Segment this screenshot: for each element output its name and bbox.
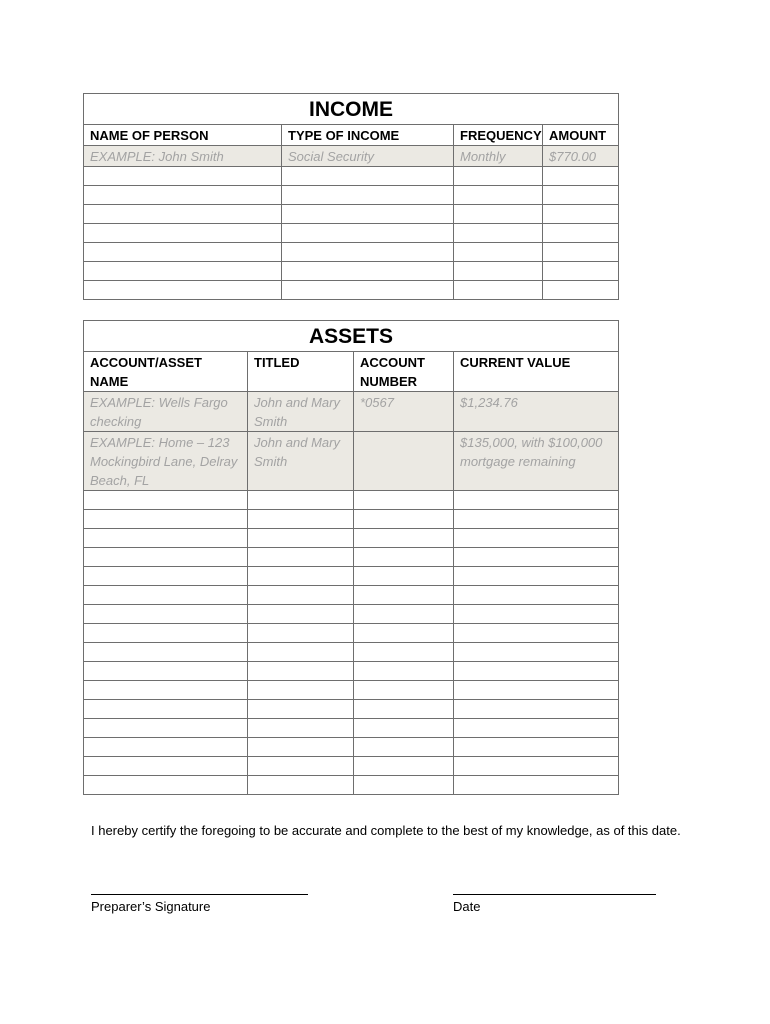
income-empty-cell[interactable] [454,224,543,243]
assets-header-titled: TITLED [248,352,354,392]
income-empty-cell[interactable] [543,262,619,281]
assets-empty-cell[interactable] [454,738,619,757]
assets-empty-cell[interactable] [84,681,248,700]
assets-empty-cell[interactable] [248,757,354,776]
assets-example-account-number [354,432,454,491]
assets-empty-cell[interactable] [248,738,354,757]
assets-empty-cell[interactable] [454,548,619,567]
assets-example-value: $1,234.76 [454,392,619,432]
assets-empty-cell[interactable] [84,700,248,719]
assets-empty-cell[interactable] [84,662,248,681]
income-empty-row [84,224,619,243]
assets-empty-cell[interactable] [354,662,454,681]
assets-empty-cell[interactable] [84,757,248,776]
assets-empty-cell[interactable] [84,548,248,567]
assets-empty-cell[interactable] [248,491,354,510]
assets-empty-row [84,548,619,567]
assets-empty-cell[interactable] [454,757,619,776]
assets-empty-row [84,700,619,719]
assets-empty-cell[interactable] [248,510,354,529]
assets-empty-cell[interactable] [354,776,454,795]
income-empty-cell[interactable] [543,243,619,262]
income-table [83,93,619,300]
income-empty-cell[interactable] [84,243,282,262]
assets-example-name: EXAMPLE: Wells Fargo checking [84,392,248,432]
assets-empty-cell[interactable] [84,643,248,662]
income-header-type: TYPE OF INCOME [282,125,454,146]
assets-empty-cell[interactable] [454,529,619,548]
income-example-amount: $770.00 [543,146,619,167]
income-empty-cell[interactable] [84,186,282,205]
assets-empty-cell[interactable] [454,605,619,624]
assets-empty-rows [84,491,619,795]
signature-label: Preparer’s Signature [91,899,211,914]
income-empty-cell[interactable] [282,262,454,281]
assets-empty-cell[interactable] [248,624,354,643]
assets-empty-cell[interactable] [84,738,248,757]
assets-empty-cell[interactable] [454,624,619,643]
assets-empty-cell[interactable] [84,491,248,510]
assets-empty-cell[interactable] [454,586,619,605]
assets-empty-row [84,643,619,662]
assets-empty-cell[interactable] [248,643,354,662]
assets-empty-cell[interactable] [248,662,354,681]
assets-empty-cell[interactable] [248,605,354,624]
income-empty-cell[interactable] [454,186,543,205]
income-empty-cell[interactable] [454,243,543,262]
income-empty-row [84,205,619,224]
income-empty-cell[interactable] [543,167,619,186]
assets-empty-row [84,681,619,700]
income-empty-cell[interactable] [454,281,543,300]
assets-empty-row [84,567,619,586]
signature-line[interactable] [91,894,308,895]
income-empty-cell[interactable] [543,224,619,243]
assets-empty-row [84,662,619,681]
assets-empty-cell[interactable] [84,624,248,643]
assets-empty-cell[interactable] [248,776,354,795]
assets-title: ASSETS [84,321,619,352]
assets-empty-cell[interactable] [454,681,619,700]
income-empty-cell[interactable] [282,281,454,300]
income-empty-cell[interactable] [84,262,282,281]
income-empty-cell[interactable] [282,205,454,224]
assets-example-name: EXAMPLE: Home – 123 Mockingbird Lane, Delray Beach, FL [84,432,248,491]
assets-empty-cell[interactable] [354,510,454,529]
assets-example-account-number: *0567 [354,392,454,432]
assets-empty-cell[interactable] [248,681,354,700]
income-empty-row [84,243,619,262]
assets-empty-cell[interactable] [84,586,248,605]
assets-empty-cell[interactable] [248,529,354,548]
income-title: INCOME [84,94,619,125]
income-example-row [84,146,619,167]
income-empty-cell[interactable] [543,186,619,205]
assets-empty-cell[interactable] [354,548,454,567]
income-header-amount: AMOUNT [543,125,619,146]
assets-table [83,320,619,795]
assets-example-row-2 [84,432,619,491]
assets-empty-cell[interactable] [248,548,354,567]
income-empty-cell[interactable] [282,243,454,262]
assets-empty-cell[interactable] [454,510,619,529]
income-empty-cell[interactable] [282,167,454,186]
assets-empty-cell[interactable] [354,624,454,643]
assets-empty-cell[interactable] [454,776,619,795]
assets-empty-row [84,529,619,548]
income-empty-cell[interactable] [454,262,543,281]
assets-example-row-1 [84,392,619,432]
assets-empty-cell[interactable] [84,567,248,586]
income-empty-rows [84,167,619,300]
assets-empty-cell[interactable] [454,491,619,510]
assets-empty-cell[interactable] [248,567,354,586]
income-empty-cell[interactable] [84,167,282,186]
assets-example-value: $135,000, with $100,000 mortgage remaining [454,432,619,491]
income-example-frequency: Monthly [454,146,543,167]
date-label: Date [453,899,481,914]
date-line[interactable] [453,894,656,895]
assets-empty-cell[interactable] [354,567,454,586]
assets-empty-cell[interactable] [454,662,619,681]
assets-empty-cell[interactable] [354,700,454,719]
assets-empty-cell[interactable] [354,719,454,738]
assets-example-titled: John and Mary Smith [248,432,354,491]
assets-empty-row [84,738,619,757]
assets-empty-cell[interactable] [248,586,354,605]
income-empty-row [84,167,619,186]
assets-empty-cell[interactable] [248,719,354,738]
income-empty-row [84,281,619,300]
income-header-frequency: FREQUENCY [454,125,543,146]
income-empty-row [84,186,619,205]
assets-empty-cell[interactable] [84,510,248,529]
assets-empty-row [84,757,619,776]
assets-empty-cell[interactable] [354,738,454,757]
assets-empty-cell[interactable] [354,529,454,548]
assets-empty-row [84,586,619,605]
assets-empty-row [84,605,619,624]
assets-empty-row [84,624,619,643]
assets-empty-cell[interactable] [454,700,619,719]
assets-header-current-value: CURRENT VALUE [454,352,619,392]
income-empty-cell[interactable] [454,167,543,186]
assets-empty-cell[interactable] [354,757,454,776]
income-empty-cell[interactable] [543,205,619,224]
assets-empty-cell[interactable] [354,491,454,510]
income-empty-cell[interactable] [282,224,454,243]
certification-statement: I hereby certify the foregoing to be accurate and complete to the best of my knowledge, as of this date. [91,823,681,838]
assets-empty-cell[interactable] [84,605,248,624]
assets-empty-row [84,510,619,529]
assets-empty-cell[interactable] [454,643,619,662]
assets-header-name: ACCOUNT/ASSET NAME [84,352,248,392]
assets-empty-cell[interactable] [248,700,354,719]
income-empty-cell[interactable] [84,224,282,243]
income-example-name: EXAMPLE: John Smith [84,146,282,167]
assets-empty-cell[interactable] [354,586,454,605]
income-header-name: NAME OF PERSON [84,125,282,146]
assets-header-account-number: ACCOUNT NUMBER [354,352,454,392]
assets-empty-cell[interactable] [354,681,454,700]
income-empty-cell[interactable] [84,281,282,300]
income-empty-cell[interactable] [84,205,282,224]
assets-empty-cell[interactable] [454,719,619,738]
income-example-type: Social Security [282,146,454,167]
income-empty-row [84,262,619,281]
assets-empty-cell[interactable] [354,605,454,624]
assets-example-titled: John and Mary Smith [248,392,354,432]
assets-empty-row [84,719,619,738]
assets-empty-cell[interactable] [454,567,619,586]
income-empty-cell[interactable] [543,281,619,300]
assets-empty-row [84,776,619,795]
assets-empty-cell[interactable] [84,719,248,738]
assets-empty-cell[interactable] [84,529,248,548]
assets-empty-cell[interactable] [354,643,454,662]
income-empty-cell[interactable] [454,205,543,224]
assets-empty-row [84,491,619,510]
income-empty-cell[interactable] [282,186,454,205]
assets-empty-cell[interactable] [84,776,248,795]
